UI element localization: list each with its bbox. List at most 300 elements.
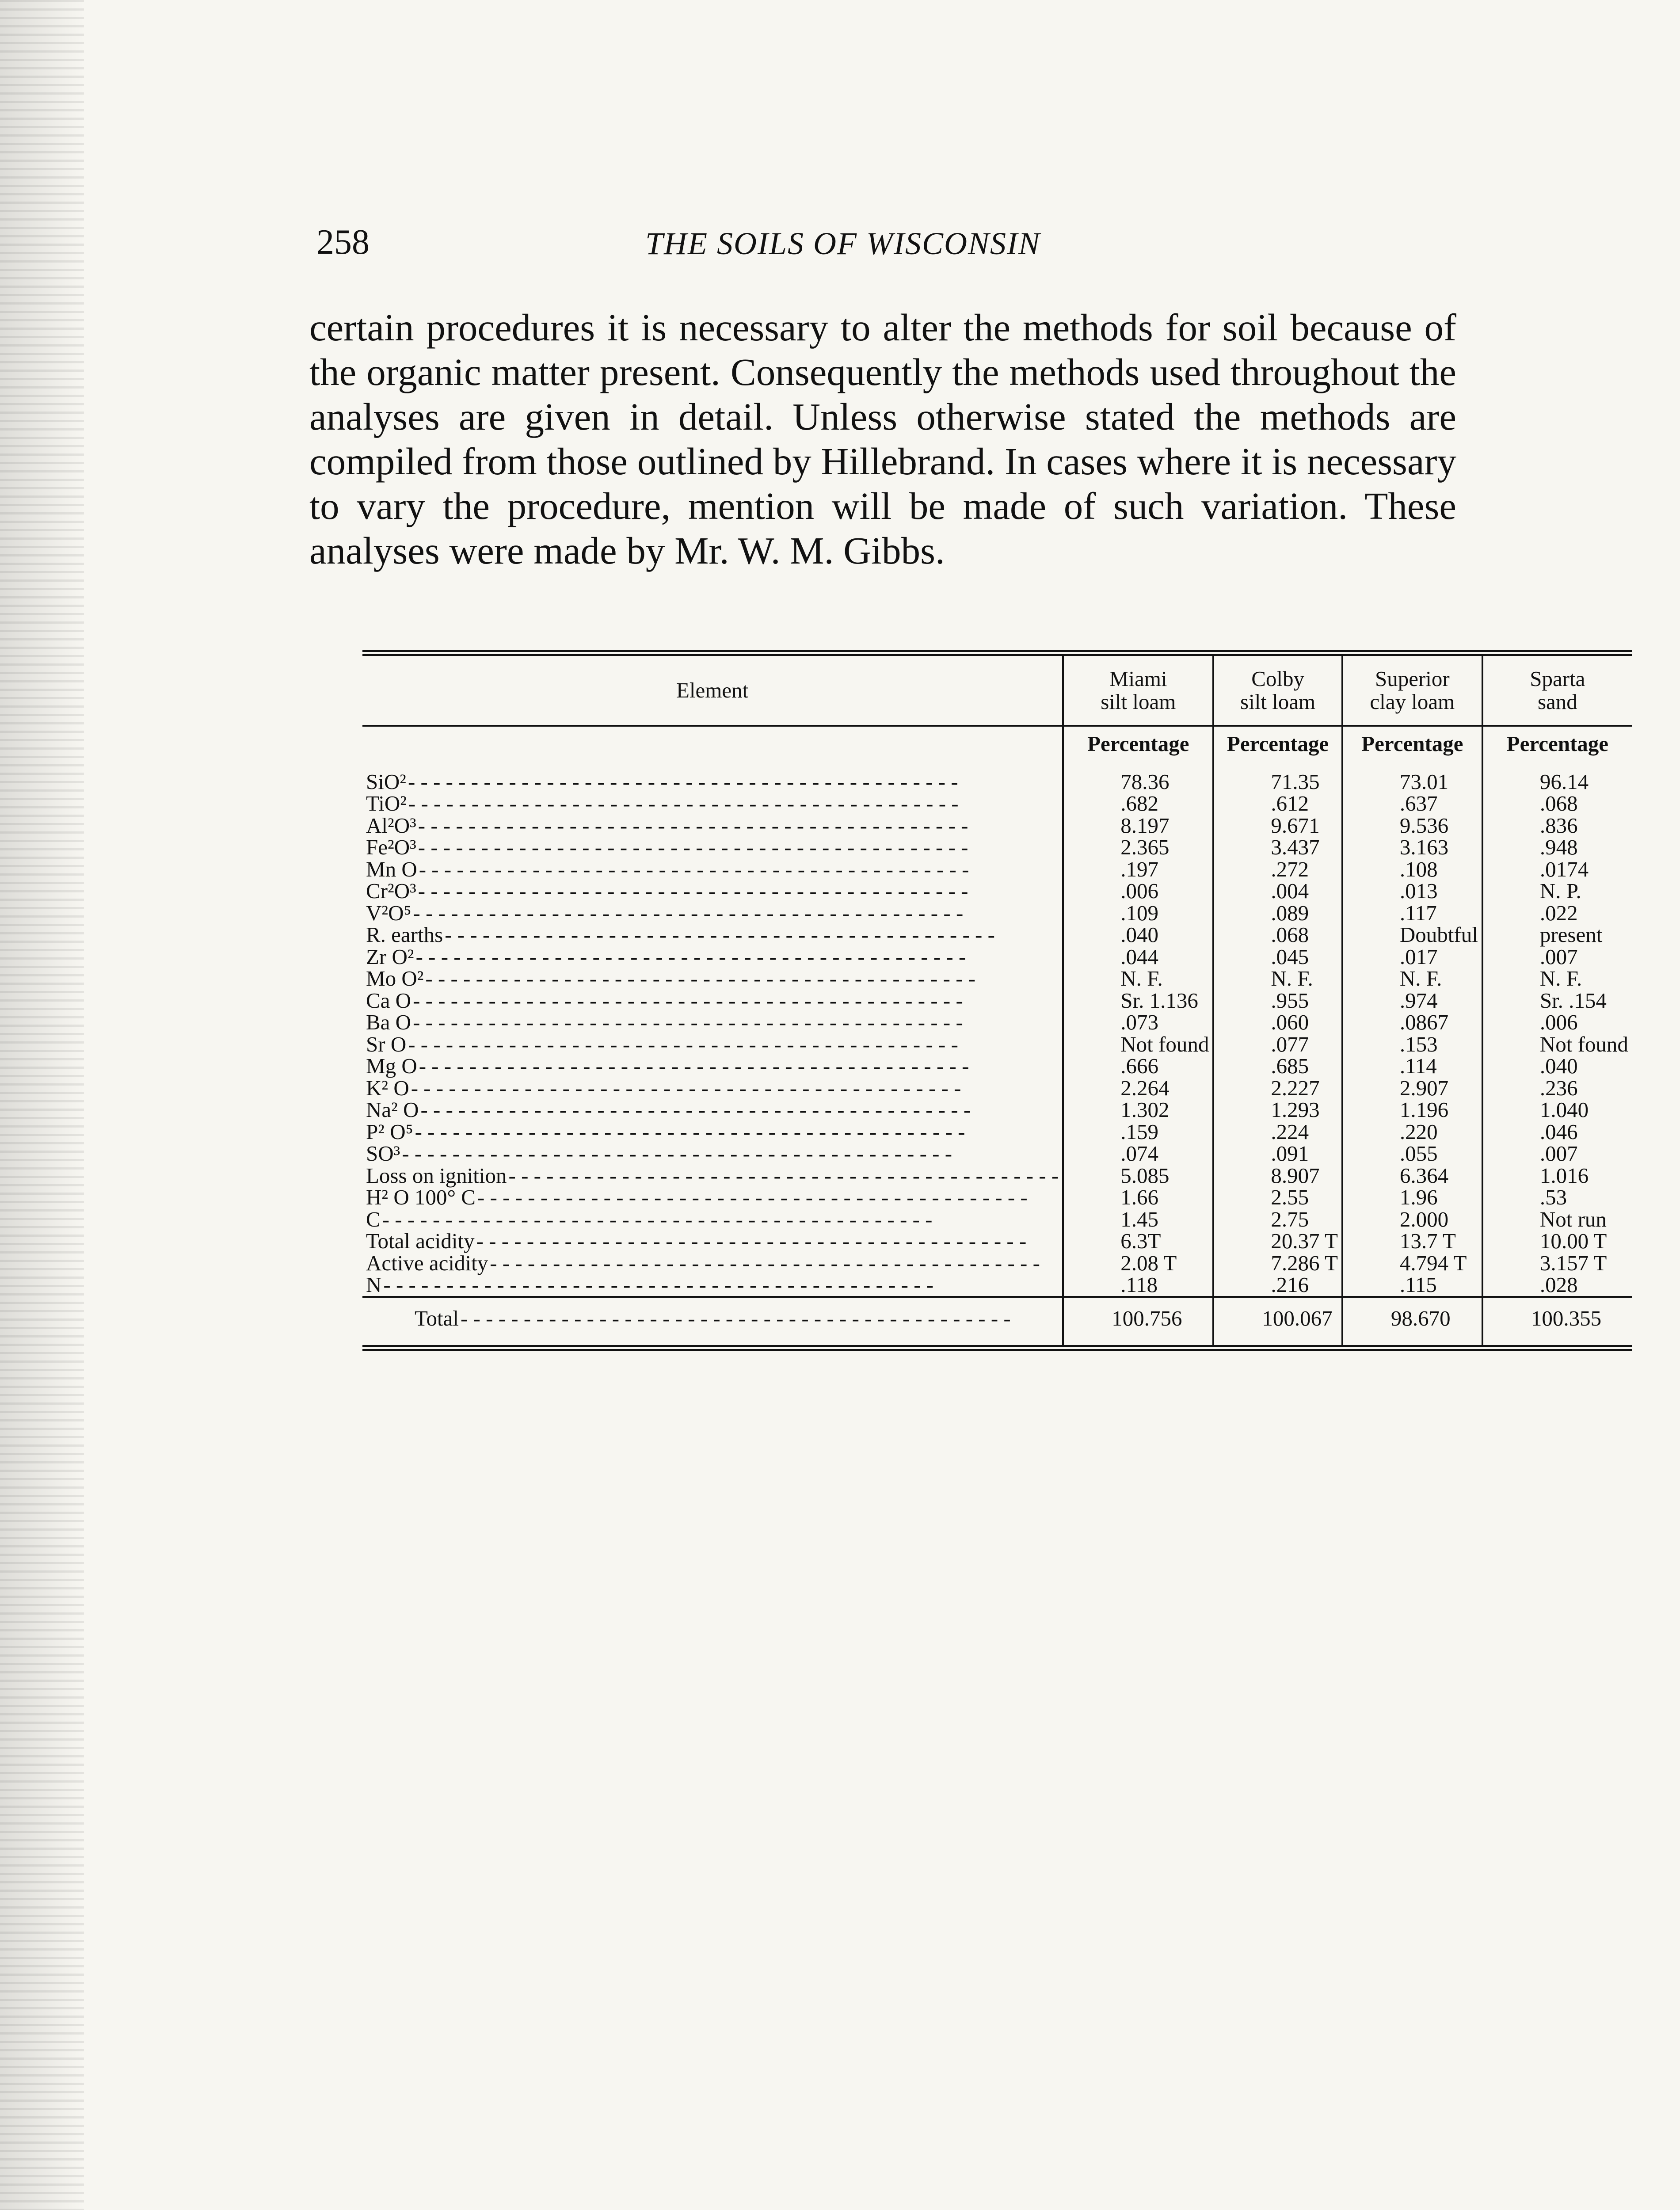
cell-value: .013 xyxy=(1399,879,1438,903)
element-cell xyxy=(362,902,1063,924)
element-cell xyxy=(362,946,1063,968)
cell-value: 100.067 xyxy=(1262,1306,1333,1330)
table-row xyxy=(362,793,1632,815)
element-label-with-leader xyxy=(366,815,1059,837)
dot-leader xyxy=(413,1011,1059,1033)
value-cell xyxy=(1482,1077,1632,1099)
cell-value: 2.55 xyxy=(1271,1185,1309,1209)
value-cell xyxy=(1482,1230,1632,1252)
element-label-with-leader xyxy=(366,793,1059,815)
dot-leader xyxy=(419,1055,1059,1077)
column-header-line: Colby xyxy=(1251,667,1304,691)
cell-value: 1.96 xyxy=(1399,1185,1438,1209)
value-cell xyxy=(1482,1121,1632,1143)
table-row xyxy=(362,1186,1632,1208)
value-cell xyxy=(1063,836,1213,858)
cell-value: 3.163 xyxy=(1399,835,1449,859)
value-cell xyxy=(1213,902,1342,924)
cell-value: present xyxy=(1539,922,1603,947)
dot-leader xyxy=(416,946,1059,968)
element-label-with-leader xyxy=(366,1011,1059,1033)
value-cell xyxy=(1342,1011,1482,1033)
value-cell xyxy=(1063,1297,1213,1349)
value-cell xyxy=(1063,1011,1213,1033)
unit-row-blank xyxy=(362,726,1063,771)
value-cell xyxy=(1213,836,1342,858)
element-label-with-leader xyxy=(366,1055,1059,1077)
cell-value: N. F. xyxy=(1120,966,1163,991)
dot-leader xyxy=(418,836,1059,858)
dot-leader xyxy=(418,815,1059,837)
table-row xyxy=(362,1011,1632,1033)
cell-value: .955 xyxy=(1271,988,1309,1013)
element-cell xyxy=(362,1274,1063,1297)
value-cell xyxy=(1482,1099,1632,1121)
value-cell xyxy=(1063,1055,1213,1077)
cell-value: .040 xyxy=(1539,1054,1578,1078)
element-cell xyxy=(362,1121,1063,1143)
element-cell xyxy=(362,836,1063,858)
value-cell xyxy=(1342,1208,1482,1231)
value-cell xyxy=(1213,880,1342,902)
value-cell xyxy=(1213,1208,1342,1231)
table-row xyxy=(362,990,1632,1012)
cell-value: .077 xyxy=(1271,1032,1309,1056)
value-cell xyxy=(1213,1011,1342,1033)
element-label-with-leader xyxy=(366,1230,1059,1252)
dot-leader xyxy=(408,1033,1059,1055)
cell-value: 1.196 xyxy=(1399,1097,1449,1122)
element-name: K² O xyxy=(366,1075,409,1100)
value-cell xyxy=(1213,1143,1342,1165)
value-cell xyxy=(1342,1121,1482,1143)
element-cell xyxy=(362,1033,1063,1055)
dot-leader xyxy=(383,1274,1059,1296)
cell-value: .007 xyxy=(1539,944,1578,969)
scan-edge-shadow xyxy=(0,0,84,2210)
element-name: SiO² xyxy=(366,769,406,794)
cell-value: 96.14 xyxy=(1539,769,1589,794)
table-row xyxy=(362,1121,1632,1143)
cell-value: .974 xyxy=(1399,988,1438,1013)
column-header-line: silt loam xyxy=(1101,690,1176,714)
element-label-with-leader xyxy=(366,1121,1059,1143)
table-row xyxy=(362,946,1632,968)
column-header-line: Superior xyxy=(1375,667,1450,691)
table-row xyxy=(362,836,1632,858)
element-name: Na² O xyxy=(366,1097,419,1122)
dot-leader xyxy=(413,902,1059,924)
value-cell xyxy=(1342,946,1482,968)
cell-value: .055 xyxy=(1399,1141,1438,1166)
value-cell xyxy=(1213,1165,1342,1187)
element-label-with-leader xyxy=(366,880,1059,902)
cell-value: 1.016 xyxy=(1539,1163,1589,1188)
cell-value: 1.293 xyxy=(1271,1097,1320,1122)
value-cell xyxy=(1213,771,1342,793)
value-cell xyxy=(1063,1252,1213,1274)
cell-value: 3.157 T xyxy=(1539,1250,1607,1275)
value-cell xyxy=(1063,880,1213,902)
cell-value: Not found xyxy=(1539,1032,1628,1056)
value-cell xyxy=(1482,836,1632,858)
cell-value: 100.355 xyxy=(1531,1306,1602,1330)
cell-value: 20.37 T xyxy=(1271,1229,1338,1253)
element-label-with-leader xyxy=(366,1307,1059,1330)
element-name: R. earths xyxy=(366,922,443,947)
value-cell xyxy=(1213,1055,1342,1077)
value-cell xyxy=(1342,771,1482,793)
element-name: Zr O² xyxy=(366,944,414,969)
cell-value: Not run xyxy=(1539,1207,1607,1231)
cell-value: .073 xyxy=(1120,1010,1158,1034)
cell-value: .197 xyxy=(1120,857,1158,881)
cell-value: .074 xyxy=(1120,1141,1158,1166)
cell-value: .044 xyxy=(1120,944,1158,969)
element-name: P² O⁵ xyxy=(366,1119,413,1144)
value-cell xyxy=(1063,793,1213,815)
element-name: Active acidity xyxy=(366,1250,488,1275)
element-cell xyxy=(362,1077,1063,1099)
cell-value: .114 xyxy=(1399,1054,1437,1078)
cell-value: 10.00 T xyxy=(1539,1229,1607,1253)
cell-value: .53 xyxy=(1539,1185,1567,1209)
unit-label: Percentage xyxy=(1482,726,1632,771)
dot-leader xyxy=(408,793,1059,815)
cell-value: 2.365 xyxy=(1120,835,1170,859)
cell-value: 2.75 xyxy=(1271,1207,1309,1231)
dot-leader xyxy=(445,924,1059,946)
cell-value: .007 xyxy=(1539,1141,1578,1166)
cell-value: 4.794 T xyxy=(1399,1250,1467,1275)
value-cell xyxy=(1342,1055,1482,1077)
table-row xyxy=(362,1165,1632,1187)
value-cell xyxy=(1213,946,1342,968)
cell-value: 73.01 xyxy=(1399,769,1449,794)
column-header-sparta xyxy=(1482,653,1632,726)
cell-value: 78.36 xyxy=(1120,769,1170,794)
value-cell xyxy=(1213,793,1342,815)
element-name: V²O⁵ xyxy=(366,900,411,925)
cell-value: .637 xyxy=(1399,791,1438,815)
value-cell xyxy=(1342,902,1482,924)
table-row xyxy=(362,1208,1632,1231)
value-cell xyxy=(1063,1033,1213,1055)
cell-value: .159 xyxy=(1120,1119,1158,1144)
column-header-miami xyxy=(1063,653,1213,726)
column-header-line: sand xyxy=(1537,690,1577,714)
element-label-with-leader xyxy=(366,946,1059,968)
element-name: C xyxy=(366,1207,381,1231)
element-name: Ba O xyxy=(366,1010,411,1034)
element-name: Al²O³ xyxy=(366,813,416,838)
dot-leader xyxy=(509,1165,1059,1187)
value-cell xyxy=(1482,968,1632,990)
value-cell xyxy=(1063,1186,1213,1208)
element-label-with-leader xyxy=(366,858,1059,880)
element-cell xyxy=(362,990,1063,1012)
cell-value: 98.670 xyxy=(1390,1306,1451,1330)
value-cell xyxy=(1063,968,1213,990)
element-label-with-leader xyxy=(366,1099,1059,1121)
value-cell xyxy=(1063,1208,1213,1231)
element-cell xyxy=(362,1186,1063,1208)
value-cell xyxy=(1482,880,1632,902)
value-cell xyxy=(1482,1252,1632,1274)
dot-leader xyxy=(402,1143,1059,1165)
cell-value: 3.437 xyxy=(1271,835,1320,859)
cell-value: .236 xyxy=(1539,1075,1578,1100)
value-cell xyxy=(1482,771,1632,793)
cell-value: 9.671 xyxy=(1271,813,1320,838)
cell-value: 1.45 xyxy=(1120,1207,1158,1231)
element-label-with-leader xyxy=(366,1077,1059,1099)
table-row xyxy=(362,771,1632,793)
cell-value: .612 xyxy=(1271,791,1309,815)
value-cell xyxy=(1482,924,1632,946)
dot-leader xyxy=(425,968,1059,990)
value-cell xyxy=(1213,1099,1342,1121)
element-name: Cr²O³ xyxy=(366,879,416,903)
element-name: Ca O xyxy=(366,988,411,1013)
value-cell xyxy=(1063,1121,1213,1143)
cell-value: .109 xyxy=(1120,900,1158,925)
value-cell xyxy=(1482,793,1632,815)
soil-analysis-table xyxy=(362,650,1632,1351)
table-row xyxy=(362,815,1632,837)
cell-value: 71.35 xyxy=(1271,769,1320,794)
element-cell xyxy=(362,1011,1063,1033)
cell-value: 8.907 xyxy=(1271,1163,1320,1188)
cell-value: .028 xyxy=(1539,1273,1578,1297)
column-header-colby xyxy=(1213,653,1342,726)
value-cell xyxy=(1063,946,1213,968)
cell-value: 2.264 xyxy=(1120,1075,1170,1100)
cell-value: 5.085 xyxy=(1120,1163,1170,1188)
value-cell xyxy=(1213,990,1342,1012)
table-row xyxy=(362,1143,1632,1165)
element-name: Mo O² xyxy=(366,966,424,991)
value-cell xyxy=(1063,815,1213,837)
value-cell xyxy=(1342,968,1482,990)
value-cell xyxy=(1482,946,1632,968)
dot-leader xyxy=(382,1208,1059,1231)
cell-value: .068 xyxy=(1271,922,1309,947)
value-cell xyxy=(1063,1077,1213,1099)
value-cell xyxy=(1213,968,1342,990)
element-cell xyxy=(362,793,1063,815)
table-row xyxy=(362,1033,1632,1055)
element-cell xyxy=(362,1165,1063,1187)
cell-value: Doubtful xyxy=(1399,922,1478,947)
cell-value: 13.7 T xyxy=(1399,1229,1456,1253)
value-cell xyxy=(1063,924,1213,946)
element-label-with-leader xyxy=(366,1033,1059,1055)
cell-value: 6.3T xyxy=(1120,1229,1161,1253)
element-label-with-leader xyxy=(366,1252,1059,1274)
dot-leader xyxy=(490,1252,1059,1274)
cell-value: .115 xyxy=(1399,1273,1437,1297)
dot-leader xyxy=(477,1186,1059,1208)
value-cell xyxy=(1342,815,1482,837)
value-cell xyxy=(1213,815,1342,837)
cell-value: 6.364 xyxy=(1399,1163,1449,1188)
element-cell xyxy=(362,1230,1063,1252)
element-name: Fe²O³ xyxy=(366,835,416,859)
cell-value: N. F. xyxy=(1271,966,1313,991)
value-cell xyxy=(1063,902,1213,924)
cell-value: .060 xyxy=(1271,1010,1309,1034)
element-cell xyxy=(362,1143,1063,1165)
element-label-with-leader xyxy=(366,1186,1059,1208)
cell-value: 9.536 xyxy=(1399,813,1449,838)
element-cell xyxy=(362,924,1063,946)
value-cell xyxy=(1342,836,1482,858)
value-cell xyxy=(1213,1252,1342,1274)
element-cell xyxy=(362,1252,1063,1274)
table-row xyxy=(362,1099,1632,1121)
cell-value: N. F. xyxy=(1399,966,1442,991)
value-cell xyxy=(1063,1143,1213,1165)
cell-value: .045 xyxy=(1271,944,1309,969)
cell-value: .220 xyxy=(1399,1119,1438,1144)
total-row xyxy=(362,1297,1632,1349)
value-cell xyxy=(1063,1274,1213,1297)
running-head: THE SOILS OF WISCONSIN xyxy=(645,226,1041,261)
cell-value: .006 xyxy=(1539,1010,1578,1034)
element-cell xyxy=(362,771,1063,793)
cell-value: .004 xyxy=(1271,879,1309,903)
value-cell xyxy=(1342,1033,1482,1055)
element-label-with-leader xyxy=(366,968,1059,990)
dot-leader xyxy=(413,990,1059,1012)
dot-leader xyxy=(408,771,1059,793)
value-cell xyxy=(1342,793,1482,815)
value-cell xyxy=(1342,924,1482,946)
table-row xyxy=(362,924,1632,946)
table-row xyxy=(362,1274,1632,1297)
cell-value: .948 xyxy=(1539,835,1578,859)
table-body xyxy=(362,726,1632,1348)
column-header-line: Miami xyxy=(1109,667,1167,691)
value-cell xyxy=(1482,1208,1632,1231)
value-cell xyxy=(1063,771,1213,793)
element-cell xyxy=(362,1099,1063,1121)
cell-value: 8.197 xyxy=(1120,813,1170,838)
column-header-line: Sparta xyxy=(1530,667,1585,691)
cell-value: .040 xyxy=(1120,922,1158,947)
value-cell xyxy=(1213,1121,1342,1143)
element-name: Mn O xyxy=(366,857,417,881)
element-name: H² O 100° C xyxy=(366,1185,476,1209)
value-cell xyxy=(1342,1165,1482,1187)
value-cell xyxy=(1482,1055,1632,1077)
table-row xyxy=(362,858,1632,880)
value-cell xyxy=(1482,815,1632,837)
value-cell xyxy=(1342,1099,1482,1121)
total-label: Total xyxy=(415,1306,459,1330)
table-row xyxy=(362,902,1632,924)
cell-value: .0174 xyxy=(1539,857,1589,881)
value-cell xyxy=(1063,1165,1213,1187)
value-cell xyxy=(1482,858,1632,880)
element-label-with-leader xyxy=(366,1143,1059,1165)
element-name: Loss on ignition xyxy=(366,1163,507,1188)
cell-value: 2.000 xyxy=(1399,1207,1449,1231)
body-paragraph: certain procedures it is necessary to alter the methods for soil because of the organic matter present. Consequently the methods used throughout the analyses are given in detail. Unless otherwise stated the methods are compiled from those outlined by Hillebrand. In cases where it is necessary to vary the procedure, mention will be made of such variation. These analyses were made by Mr. W. M. Gibbs. xyxy=(309,306,1456,572)
dot-leader xyxy=(419,858,1059,880)
cell-value: 7.286 T xyxy=(1271,1250,1338,1275)
value-cell xyxy=(1342,880,1482,902)
value-cell xyxy=(1342,1230,1482,1252)
element-name: Total acidity xyxy=(366,1229,475,1253)
value-cell xyxy=(1213,1077,1342,1099)
cell-value: 1.66 xyxy=(1120,1185,1158,1209)
element-name: TiO² xyxy=(366,791,407,815)
table-row xyxy=(362,968,1632,990)
cell-value: .089 xyxy=(1271,900,1309,925)
element-label-with-leader xyxy=(366,902,1059,924)
value-cell xyxy=(1342,1274,1482,1297)
element-label-with-leader xyxy=(366,1274,1059,1296)
cell-value: 1.302 xyxy=(1120,1097,1170,1122)
value-cell xyxy=(1213,858,1342,880)
element-label-with-leader xyxy=(366,1165,1059,1187)
element-name: SO³ xyxy=(366,1141,400,1166)
cell-value: .006 xyxy=(1120,879,1158,903)
unit-label: Percentage xyxy=(1063,726,1213,771)
dot-leader xyxy=(461,1307,1059,1330)
cell-value: .118 xyxy=(1120,1273,1158,1297)
value-cell xyxy=(1482,902,1632,924)
dot-leader xyxy=(476,1230,1059,1252)
value-cell xyxy=(1063,858,1213,880)
table-row xyxy=(362,1230,1632,1252)
value-cell xyxy=(1342,1186,1482,1208)
cell-value: .666 xyxy=(1120,1054,1158,1078)
cell-value: Sr. .154 xyxy=(1539,988,1607,1013)
element-cell xyxy=(362,815,1063,837)
value-cell xyxy=(1482,990,1632,1012)
cell-value: .108 xyxy=(1399,857,1438,881)
cell-value: .153 xyxy=(1399,1032,1438,1056)
cell-value: 1.040 xyxy=(1539,1097,1589,1122)
value-cell xyxy=(1342,1252,1482,1274)
value-cell xyxy=(1213,1274,1342,1297)
value-cell xyxy=(1213,1297,1342,1349)
value-cell xyxy=(1342,858,1482,880)
element-cell xyxy=(362,880,1063,902)
element-label-with-leader xyxy=(366,1208,1059,1231)
element-cell xyxy=(362,1055,1063,1077)
value-cell xyxy=(1482,1165,1632,1187)
value-cell xyxy=(1213,924,1342,946)
value-cell xyxy=(1342,1077,1482,1099)
cell-value: .022 xyxy=(1539,900,1578,925)
column-header-superior xyxy=(1342,653,1482,726)
cell-value: .0867 xyxy=(1399,1010,1449,1034)
value-cell xyxy=(1342,1297,1482,1349)
value-cell xyxy=(1342,990,1482,1012)
value-cell xyxy=(1482,1186,1632,1208)
element-label-with-leader xyxy=(366,771,1059,793)
table-header-row xyxy=(362,653,1632,726)
cell-value: .682 xyxy=(1120,791,1158,815)
value-cell xyxy=(1063,990,1213,1012)
unit-row xyxy=(362,726,1632,771)
value-cell xyxy=(1063,1099,1213,1121)
element-cell xyxy=(362,858,1063,880)
